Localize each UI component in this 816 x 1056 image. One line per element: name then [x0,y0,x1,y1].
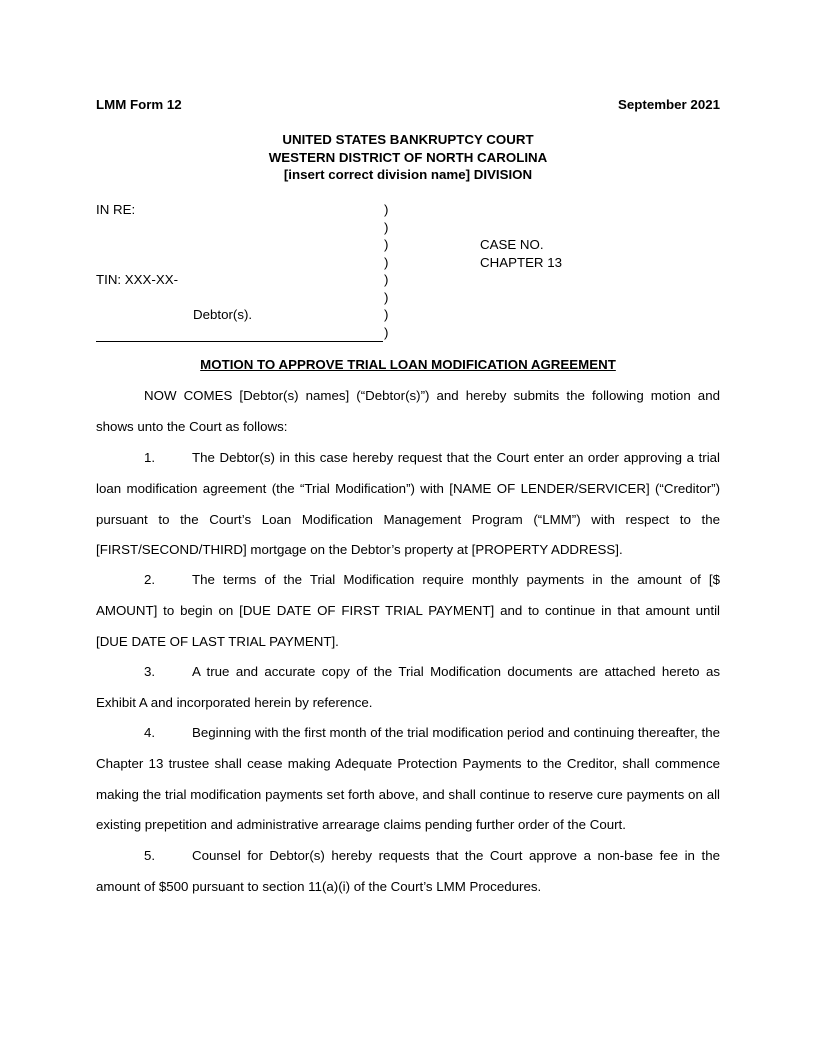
motion-title: MOTION TO APPROVE TRIAL LOAN MODIFICATION AGREEMENT [200,357,616,372]
paragraph-number: 3. [144,664,156,679]
numbered-paragraph [96,565,720,657]
numbered-paragraph [96,443,720,566]
paragraph-text: Beginning with the first month of the trial modification period and continuing thereafter, the Chapter 13 trustee shall cease making Adequate Protection Payments to the Creditor, shall commence making the trial modification payments set forth above, and shall continue to reserve cure payments on all existing prepetition and administrative arrearage claims pending further order of the Court. [96,725,720,833]
caption-paren: ) [384,255,389,270]
case-number-label: CASE NO. [480,237,544,252]
court-district: WESTERN DISTRICT OF NORTH CAROLINA [268,150,548,165]
paragraph-text: A true and accurate copy of the Trial Modification documents are attached hereto as Exhibit A and incorporated herein by reference. [96,664,720,710]
debtors-label: Debtor(s). [193,307,253,322]
paragraph-number: 2. [144,572,156,587]
numbered-paragraph [96,657,720,719]
form-date: September 2021 [618,97,720,112]
caption-paren: ) [384,202,389,217]
form-label: LMM Form 12 [96,97,182,112]
caption-paren: ) [384,325,389,340]
paragraph-number: 5. [144,848,156,863]
paragraph-number: 4. [144,725,156,740]
caption-paren: ) [384,220,389,235]
tin-label: TIN: XXX-XX- [96,272,179,287]
in-re-label: IN RE: [96,202,136,217]
caption-paren: ) [384,272,389,287]
intro-paragraph [96,381,720,443]
numbered-paragraph [96,841,720,903]
paragraph-number: 1. [144,450,156,465]
caption-paren: ) [384,307,389,322]
court-division: [insert correct division name] DIVISION [283,167,533,182]
chapter-label: CHAPTER 13 [480,255,563,270]
numbered-paragraph [96,718,720,841]
caption-paren: ) [384,237,389,252]
intro-text: NOW COMES [Debtor(s) names] (“Debtor(s)”) and hereby submits the following motion and shows unto the Court as follows: [96,388,720,434]
court-name: UNITED STATES BANKRUPTCY COURT [282,132,534,147]
paragraph-text: The terms of the Trial Modification require monthly payments in the amount of [$ AMOUNT] to begin on [DUE DATE OF FIRST TRIAL PAYMENT] and to continue in that amount until [DUE DATE OF LAST TRIAL PAYMENT]. [96,572,720,649]
paragraph-text: The Debtor(s) in this case hereby request that the Court enter an order approving a trial loan modification agreement (the “Trial Modification”) with [NAME OF LENDER/SERVICER] (“Creditor”) pursuant to the Court’s Loan Modification Management Program (“LMM”) with respect to the [FIRST/SECOND/THIRD] mortgage on the Debtor’s property at [PROPERTY ADDRESS]. [96,450,720,558]
caption-paren: ) [384,290,389,305]
paragraph-text: Counsel for Debtor(s) hereby requests that the Court approve a non-base fee in the amount of $500 pursuant to section 11(a)(i) of the Court’s LMM Procedures. [96,848,720,894]
caption-rule [96,341,383,342]
